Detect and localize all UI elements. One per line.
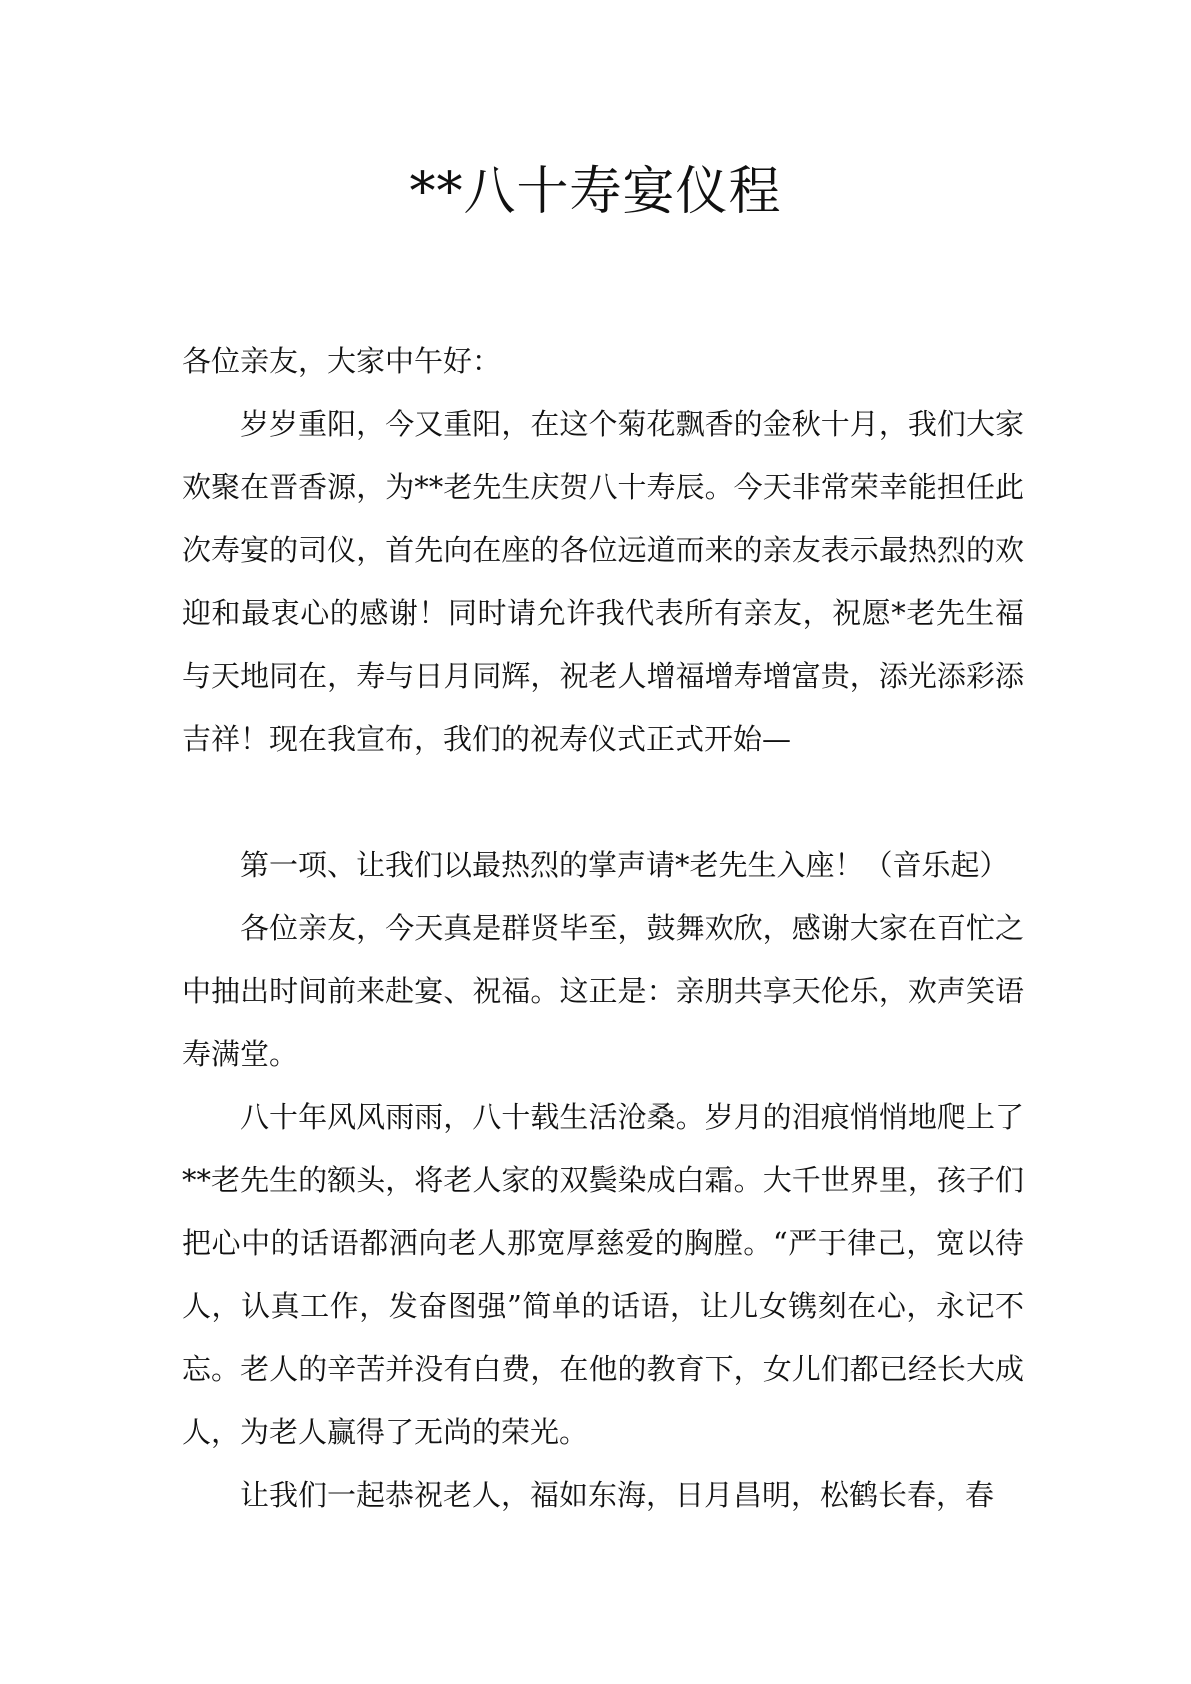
opening-paragraph: 岁岁重阳，今又重阳，在这个菊花飘香的金秋十月，我们大家欢聚在晋香源，为**老先生庆贺八十寿辰。今天非常荣幸能担任此次寿宴的司仪，首先向在座的各位远道而来的亲友表示最热烈的欢迎和最衷心的感谢！同时请允许我代表所有亲友，祝愿*老先生福与天地同在，寿与日月同辉，祝老人增福增寿增富贵，添光添彩添吉祥！现在我宣布，我们的祝寿仪式正式开始— xyxy=(182,407,1024,756)
welcome-paragraph: 各位亲友，今天真是群贤毕至，鼓舞欢欣，感谢大家在百忙之中抽出时间前来赴宴、祝福。这正是：亲朋共享天伦乐，欢声笑语寿满堂。 xyxy=(182,911,1024,1071)
tribute-paragraph: 八十年风风雨雨，八十载生活沧桑。岁月的泪痕悄悄地爬上了**老先生的额头，将老人家的双鬓染成白霜。大千世界里，孩子们把心中的话语都洒向老人那宽厚慈爱的胸膛。“严于律己，宽以待人，认真工作，发奋图强”简单的话语，让儿女镌刻在心，永记不忘。老人的辛苦并没有白费，在他的教育下，女儿们都已经长大成人，为老人赢得了无尚的荣光。 xyxy=(182,1100,1024,1449)
blessing-paragraph: 让我们一起恭祝老人，福如东海，日月昌明，松鹤长春，春 xyxy=(240,1478,995,1512)
document-title: **八十寿宴仪程 xyxy=(409,162,782,222)
item-one-paragraph: 第一项、让我们以最热烈的掌声请*老先生入座！（音乐起） xyxy=(240,848,1009,882)
document-body xyxy=(182,330,1024,1527)
greeting-paragraph: 各位亲友，大家中午好： xyxy=(182,344,502,378)
